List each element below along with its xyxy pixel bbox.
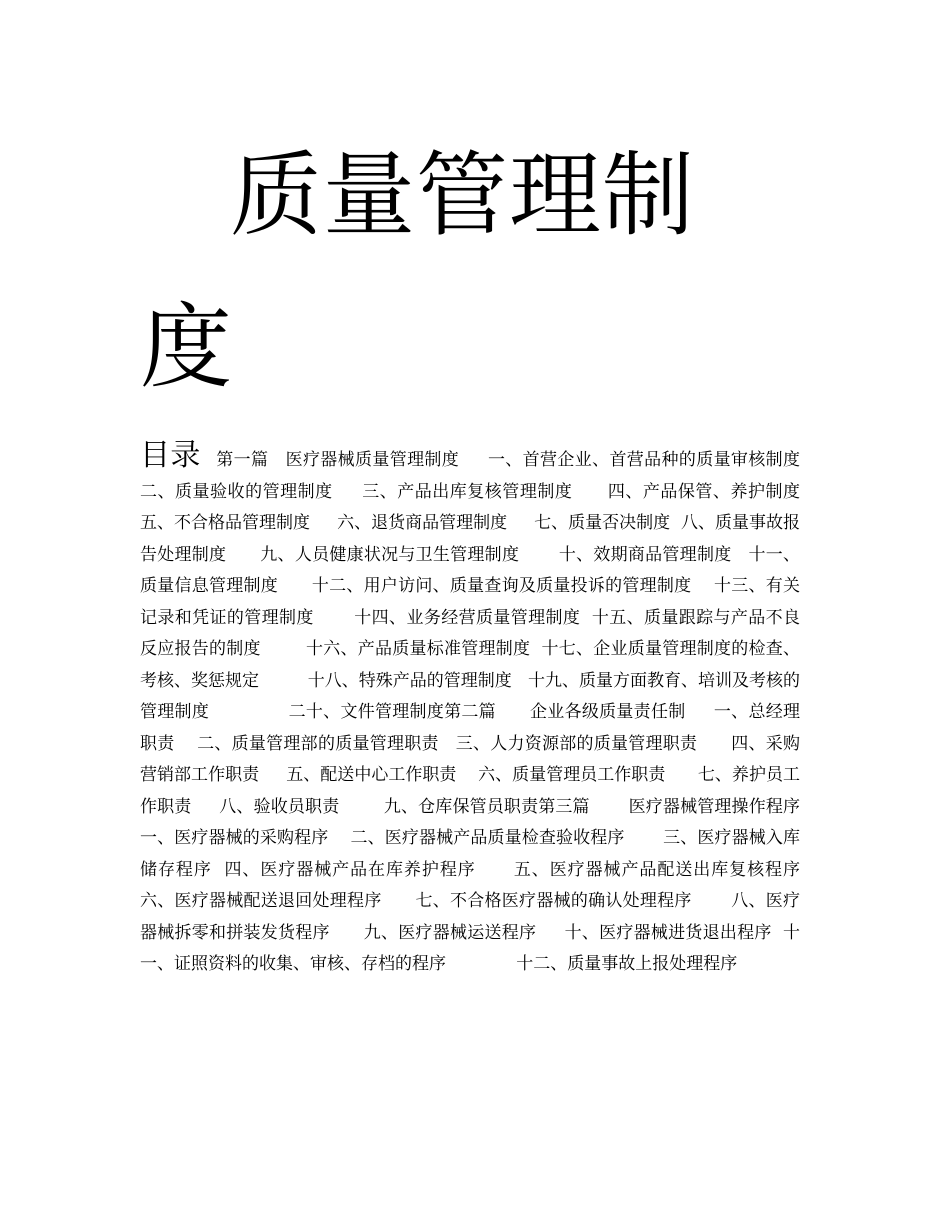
toc-entry: 十三、有关记录和凭证的管理制度 xyxy=(140,576,800,628)
document-title-line-2: 度 xyxy=(140,294,233,401)
toc-entry: 第二篇 企业各级质量责任制 xyxy=(444,702,714,722)
toc-entry: 十二、用户访问、质量查询及质量投诉的管理制度 xyxy=(311,576,714,596)
toc-entry: 十五、质量跟踪与产品不良反应报告的制度 xyxy=(140,607,800,659)
toc-entry: 四、采购营销部工作职责 xyxy=(140,733,800,785)
toc-entry: 七、质量否决制度 xyxy=(534,513,681,533)
toc-entry: 二、质量管理部的质量管理职责 xyxy=(197,733,456,754)
toc-entry: 三、医疗器械入库储存程序 xyxy=(140,828,801,880)
toc-entry: 五、医疗器械产品配送出库复核程序 xyxy=(513,859,833,880)
toc-heading: 目录 xyxy=(140,438,201,473)
toc-entry: 十七、企业质量管理制度的检查、考核、奖惩规定 xyxy=(140,639,801,691)
toc-entry: 二、医疗器械产品质量检查验收程序 xyxy=(350,828,664,848)
toc-entry: 第三篇 医疗器械管理操作程序 xyxy=(538,796,822,817)
toc-entry: 十二、质量事故上报处理程序 xyxy=(516,954,738,974)
toc-entry: 九、医疗器械运送程序 xyxy=(363,922,565,943)
toc-entry: 一、总经理职责 xyxy=(140,702,801,754)
toc-entry: 八、质量事故报告处理制度 xyxy=(140,513,800,565)
toc-entry: 十、医疗器械进货退出程序 xyxy=(564,922,783,943)
toc-entry: 十四、业务经营质量管理制度 xyxy=(354,607,592,628)
toc-entry: 三、产品出库复核管理制度 xyxy=(362,481,608,502)
toc-entry: 三、人力资源部的质量管理职责 xyxy=(455,733,732,754)
toc-entry: 四、医疗器械产品在库养护程序 xyxy=(224,859,514,880)
toc-entry: 二、质量验收的管理制度 xyxy=(140,481,363,502)
toc-entry: 二十、文件管理制度 xyxy=(288,702,445,722)
toc-entry: 十九、质量方面教育、培训及考核的管理制度 xyxy=(140,670,800,722)
toc-entry: 十一、证照资料的收集、审核、存档的程序 xyxy=(140,922,800,974)
table-of-contents xyxy=(140,438,833,981)
toc-entry: 第一篇 医疗器械质量管理制度 xyxy=(210,450,488,470)
toc-entry: 六、医疗器械配送退回处理程序 xyxy=(140,891,416,911)
toc-entry: 十八、特殊产品的管理制度 xyxy=(307,670,528,691)
toc-entry: 十六、产品质量标准管理制度 xyxy=(305,639,542,659)
document-title-line-1: 质量管理制 xyxy=(230,142,696,249)
toc-entry: 一、医疗器械的采购程序 xyxy=(140,828,351,848)
toc-entry: 十一、质量信息管理制度 xyxy=(140,544,800,596)
toc-entry: 六、质量管理员工作职责 xyxy=(478,765,698,785)
toc-entry: 六、退货商品管理制度 xyxy=(337,513,535,533)
toc-entry: 十、效期商品管理制度 xyxy=(558,544,749,565)
toc-entry: 九、人员健康状况与卫生管理制度 xyxy=(260,544,559,565)
toc-entry: 八、验收员职责 xyxy=(219,796,384,817)
toc-entry: 七、养护员工作职责 xyxy=(140,765,800,817)
toc-entry: 五、配送中心工作职责 xyxy=(286,765,479,785)
toc-entry: 九、仓库保管员职责 xyxy=(383,796,539,817)
toc-entry: 一、首营企业、首营品种的质量审核制度 xyxy=(487,450,811,470)
toc-entry: 四、产品保管、养护制度 xyxy=(607,481,817,502)
toc-entry: 七、不合格医疗器械的确认处理程序 xyxy=(415,891,732,911)
toc-entry: 八、医疗器械拆零和拼装发货程序 xyxy=(140,891,801,943)
toc-entry: 五、不合格品管理制度 xyxy=(140,513,338,533)
